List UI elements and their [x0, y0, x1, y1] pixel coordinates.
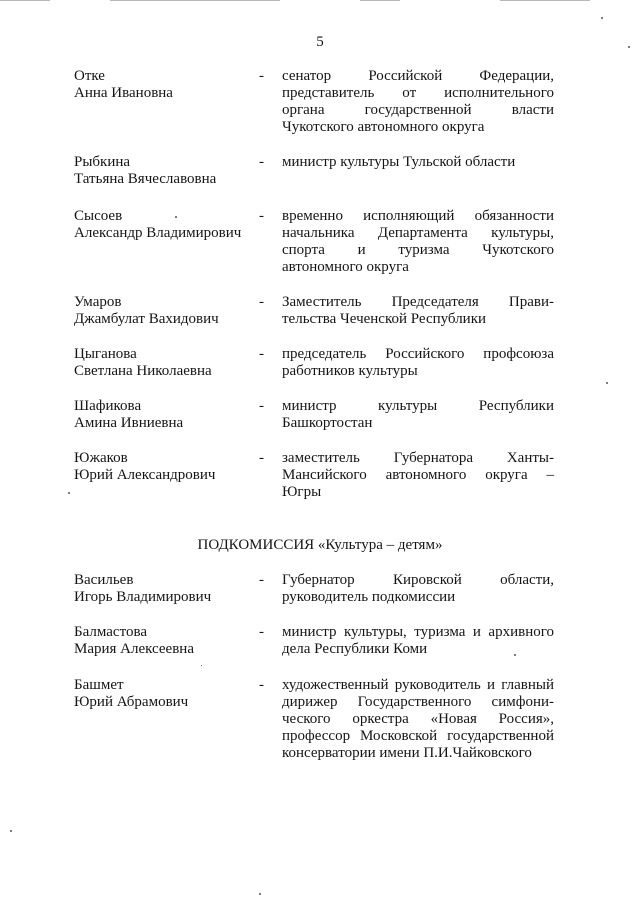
role-line: тельства Чеченской Республики	[282, 311, 487, 327]
scan-edge-mark	[360, 0, 400, 1]
role-line: председатель Российского профсоюза	[282, 346, 554, 362]
role-line: Мансийского автономного округа –	[282, 467, 554, 483]
member-given-names: Анна Ивановна	[74, 85, 173, 101]
dash-separator: -	[259, 346, 264, 362]
member-given-names: Татьяна Вячеславовна	[74, 171, 217, 187]
member-surname: Шафикова	[74, 398, 142, 414]
role-line: руководитель подкомиссии	[282, 589, 456, 605]
member-given-names: Юрий Александрович	[74, 467, 216, 483]
member-surname: Южаков	[74, 450, 128, 466]
member-surname: Балмастова	[74, 624, 147, 640]
member-role	[282, 294, 554, 328]
scan-edge-mark	[110, 0, 280, 1]
member-surname: Рыбкина	[74, 154, 131, 170]
role-line: Башкортостан	[282, 415, 373, 431]
member-surname: Цыганова	[74, 346, 137, 362]
member-role	[282, 450, 554, 501]
role-line: профессор Московской государственной	[282, 728, 554, 744]
scan-speck	[259, 893, 261, 895]
member-given-names: Александр Владимирович	[74, 225, 242, 241]
role-line: органа государственной власти	[282, 102, 554, 118]
member-role	[282, 208, 554, 276]
role-line: министр культуры Тульской области	[282, 154, 516, 170]
member-given-names: Джамбулат Вахидович	[74, 311, 219, 327]
member-role	[282, 398, 554, 432]
role-line: представитель от исполнительного	[282, 85, 554, 101]
dash-separator: -	[259, 450, 264, 466]
member-name	[74, 450, 254, 484]
role-line: художественный руководитель и главный	[282, 677, 554, 693]
role-line: консерватории имени П.И.Чайковского	[282, 745, 532, 761]
member-name	[74, 624, 254, 658]
dash-separator: -	[259, 677, 264, 693]
scan-edge-mark	[500, 0, 590, 1]
role-line: работников культуры	[282, 363, 418, 379]
scan-speck	[601, 17, 603, 19]
dash-separator: -	[259, 572, 264, 588]
member-role	[282, 624, 554, 658]
dash-separator: -	[259, 154, 264, 170]
role-line: временно исполняющий обязанности	[282, 208, 554, 224]
role-line: министр культуры, туризма и архивного	[282, 624, 554, 640]
scan-speck	[10, 830, 12, 832]
role-line: министр культуры Республики	[282, 398, 554, 414]
subcommission-heading: ПОДКОМИССИЯ «Культура – детям»	[197, 537, 443, 553]
role-line: спорта и туризма Чукотского	[282, 242, 554, 258]
member-given-names: Светлана Николаевна	[74, 363, 212, 379]
role-line: заместитель Губернатора Ханты-	[282, 450, 554, 466]
role-line: Заместитель Председателя Прави-	[282, 294, 554, 310]
role-line: Губернатор Кировской области,	[282, 572, 554, 588]
member-name	[74, 208, 254, 242]
member-surname: Сысоев	[74, 208, 123, 224]
role-line: ческого оркестра «Новая Россия»,	[282, 711, 554, 727]
member-given-names: Амина Ивниевна	[74, 415, 184, 431]
member-surname: Отке	[74, 68, 105, 84]
member-name	[74, 572, 254, 606]
scan-speck	[68, 492, 70, 494]
member-role	[282, 572, 554, 606]
member-surname: Башмет	[74, 677, 124, 693]
role-line: дирижер Государственного симфони-	[282, 694, 554, 710]
member-role	[282, 677, 554, 762]
member-name	[74, 677, 254, 711]
scan-edge-mark	[0, 0, 50, 1]
member-role	[282, 154, 554, 171]
member-role	[282, 68, 554, 136]
role-line: начальника Департамента культуры,	[282, 225, 554, 241]
dash-separator: -	[259, 294, 264, 310]
member-surname: Васильев	[74, 572, 134, 588]
member-name	[74, 68, 254, 102]
role-line: Чукотского автономного округа	[282, 119, 485, 135]
member-surname: Умаров	[74, 294, 122, 310]
member-name	[74, 294, 254, 328]
scan-speck	[606, 382, 608, 384]
member-name	[74, 154, 254, 188]
role-line: автономного округа	[282, 259, 409, 275]
member-role	[282, 346, 554, 380]
role-line: сенатор Российской Федерации,	[282, 68, 554, 84]
role-line: дела Республики Коми	[282, 641, 428, 657]
dash-separator: -	[259, 624, 264, 640]
page-number: 5	[316, 34, 324, 50]
member-given-names: Юрий Абрамович	[74, 694, 189, 710]
member-name	[74, 398, 254, 432]
member-given-names: Мария Алексеевна	[74, 641, 194, 657]
dash-separator: -	[259, 398, 264, 414]
dash-separator: -	[259, 68, 264, 84]
dash-separator: -	[259, 208, 264, 224]
member-name	[74, 346, 254, 380]
member-given-names: Игорь Владимирович	[74, 589, 212, 605]
role-line: Югры	[282, 484, 322, 500]
scan-speck	[201, 665, 202, 666]
